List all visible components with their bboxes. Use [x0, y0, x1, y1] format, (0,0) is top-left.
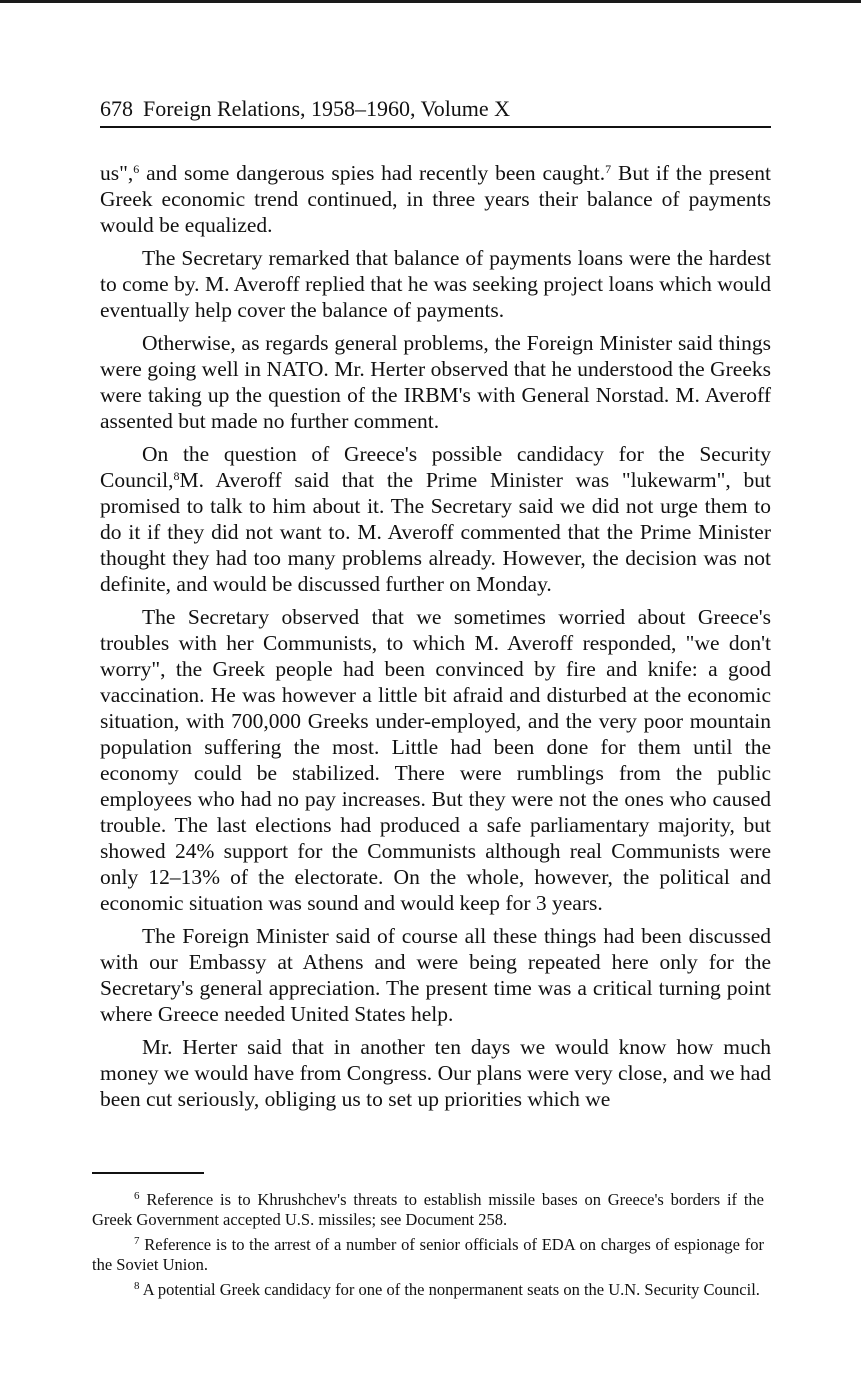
body-text [100, 160, 771, 1119]
footnote-number: 7 [134, 1235, 140, 1247]
footnote-reference: 6 [133, 162, 140, 176]
paragraph [100, 604, 771, 916]
paragraph-text: The Secretary observed that we sometimes worried about Greece's troubles with her Communists, to which M. Averoff responded, "we don't worry", the Greek people had been convinced by fire and knife: a good vaccination. He was however a little bit afraid and disturbed at the economic situation, with 700,000 Greeks under-employed, and the very poor mountain population suffering the most. Little had been done for them until the economy could be stabilized. There were rumblings from the public employees who had no pay increases. But they were not the ones who caused trouble. The last elections had produced a safe parliamentary majority, but showed 24% support for the Communists although real Communists were only 12–13% of the electorate. On the whole, however, the political and economic situation was sound and would keep for 3 years. [100, 605, 771, 915]
paragraph-text: Otherwise, as regards general problems, the Foreign Minister said things were going well in NATO. Mr. Herter observed that he understood the Greeks were taking up the question of the IRBM's with General Norstad. M. Averoff assented but made no further comment. [100, 331, 771, 433]
footnote-number: 8 [134, 1280, 140, 1292]
footnote-rule [92, 1172, 204, 1174]
paragraph-text: Mr. Herter said that in another ten days we would know how much money we would have from Congress. Our plans were very close, and we had been cut seriously, obliging us to set up priorities which we [100, 1035, 771, 1111]
footnote-number: 6 [134, 1190, 140, 1202]
paragraph [100, 160, 771, 238]
footnote-text: Reference is to Khrushchev's threats to establish missile bases on Greece's borders if the Greek Government accepted U.S. missiles; see Document 258. [92, 1190, 764, 1229]
footnote-text: Reference is to the arrest of a number of senior officials of EDA on charges of espionage for the Soviet Union. [92, 1235, 764, 1274]
paragraph-text: The Secretary remarked that balance of payments loans were the hardest to come by. M. Averoff replied that he was seeking project loans which would eventually help cover the balance of payments. [100, 246, 771, 322]
scan-edge [0, 0, 861, 3]
page-number: 678 [100, 96, 133, 121]
paragraph-text: us", [100, 161, 134, 185]
footnote [92, 1235, 764, 1275]
paragraph-text: M. Averoff said that the Prime Minister was "lukewarm", but promised to talk to him about it. The Secretary said we did not urge them to do it if they did not want to. M. Averoff commented that the Prime Minister thought they had too many problems already. However, the decision was not definite, and would be discussed further on Monday. [100, 468, 771, 596]
paragraph [100, 330, 771, 434]
footnote-text: A potential Greek candidacy for one of the nonpermanent seats on the U.N. Security Council. [142, 1280, 760, 1299]
running-header [100, 94, 770, 124]
footnotes [92, 1190, 764, 1305]
paragraph-text: But if the present Greek economic trend continued, in three years their balance of payments would be equalized. [100, 161, 771, 237]
paragraph [100, 441, 771, 597]
footnote [92, 1280, 764, 1300]
footnote-reference: 8 [173, 469, 180, 483]
header-rule [100, 126, 771, 128]
paragraph-text: The Foreign Minister said of course all these things had been discussed with our Embassy at Athens and were being repeated here only for the Secretary's general appreciation. The present time was a critical turning point where Greece needed United States help. [100, 924, 771, 1026]
paragraph-text: On the question of Greece's possible candidacy for the Security Council, [100, 442, 771, 492]
running-title: Foreign Relations, 1958–1960, Volume X [143, 96, 511, 121]
footnote [92, 1190, 764, 1230]
paragraph [100, 245, 771, 323]
paragraph [100, 1034, 771, 1112]
paragraph [100, 923, 771, 1027]
paragraph-text: and some dangerous spies had recently been caught. [139, 161, 606, 185]
footnote-reference: 7 [605, 162, 612, 176]
